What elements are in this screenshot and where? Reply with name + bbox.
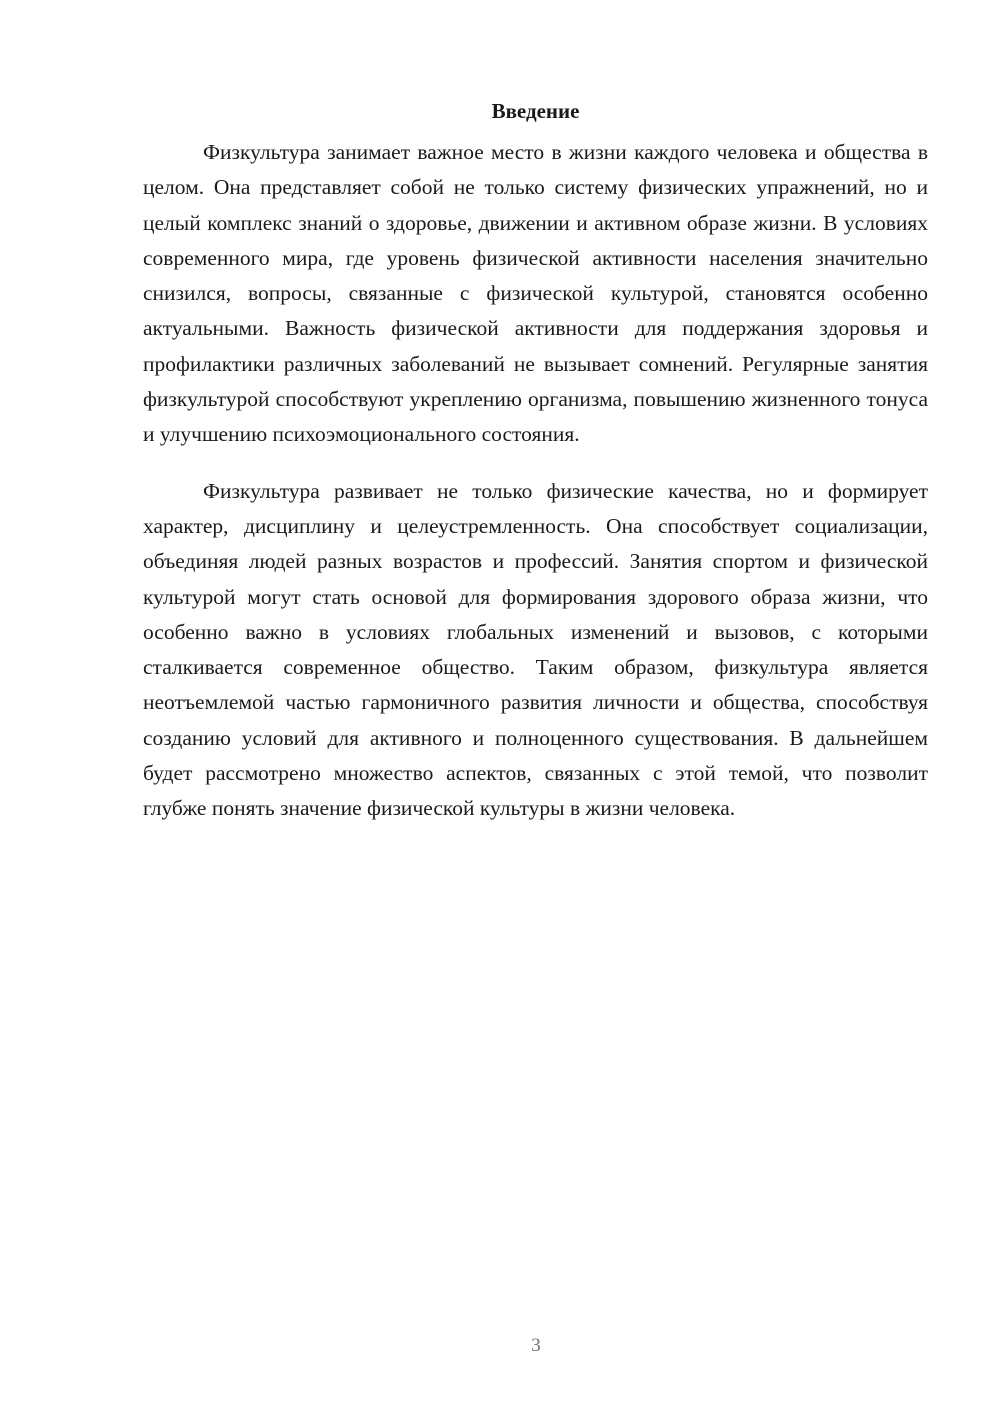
page-number: 3 — [531, 1335, 541, 1356]
paragraph-intro: Физкультура занимает важное место в жизни каждого человека и общества в целом. Она представляет собой не только систему физических упражнений, но и целый комплекс знаний о здоровье, движении и активном образе жизни. В условиях современного мира, где уровень физической активности населения значительно снизился, вопросы, связанные с физической культурой, становятся особенно актуальными. Важность физической активности для поддержания здоровья и профилактики различных заболеваний не вызывает сомнений. Регулярные занятия физкультурой способствуют укреплению организма, повышению жизненного тонуса и улучшению психоэмоционального состояния. — [143, 140, 928, 447]
page-title: Введение — [491, 99, 580, 123]
paragraph-development: Физкультура развивает не только физические качества, но и формирует характер, дисциплину и целеустремленность. Она способствует социализации, объединяя людей разных возрастов и профессий. Занятия спортом и физической культурой могут стать основой для формирования здорового образа жизни, что особенно важно в условиях глобальных изменений и вызовов, с которыми сталкивается современное общество. Таким образом, физкультура является неотъемлемой частью гармоничного развития личности и общества, способствуя созданию условий для активного и полноценного существования. В дальнейшем будет рассмотрено множество аспектов, связанных с этой темой, что позволит глубже понять значение физической культуры в жизни человека. — [143, 478, 928, 821]
page-content — [143, 93, 928, 827]
